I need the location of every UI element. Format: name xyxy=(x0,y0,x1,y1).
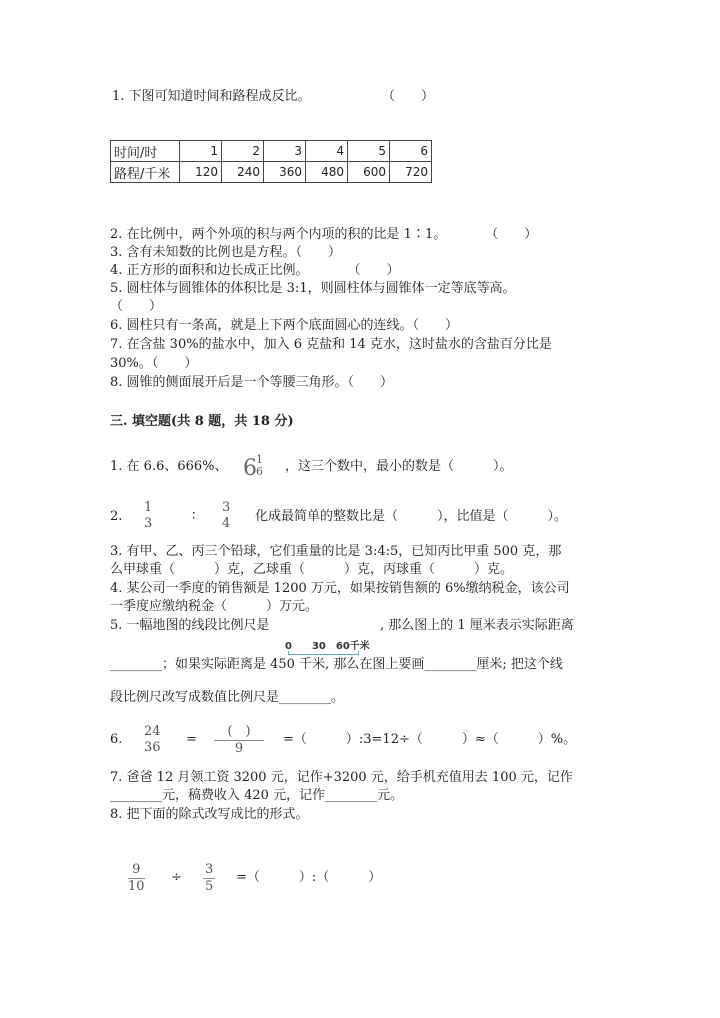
fill-q1-rest: ，这三个数中，最小的数是（ ）。 xyxy=(285,459,513,474)
fill-q4: 4. 某公司一季度的销售额是 1200 万元，如果按销售额的 6%缴纳税金，该公司 xyxy=(110,581,570,596)
numerator: 1 xyxy=(144,500,153,515)
fill-q5-line2: ________；如果实际距离是 450 千米, 那么在图上要画________厘米; 把这个线 xyxy=(110,657,563,672)
denominator: 6 xyxy=(256,465,263,478)
judge-q1: 1. 下图可知道时间和路程成反比。 xyxy=(112,89,311,104)
mixed-number-whole: 6 xyxy=(243,456,257,481)
fill-q5: 5. 一幅地图的线段比例尺是 xyxy=(110,618,270,633)
numerator: 1 xyxy=(256,453,263,466)
judge-q7: 7. 在含盐 30%的盐水中，加入 6 克盐和 14 克水，这时盐水的含盐百分比是 xyxy=(110,337,552,352)
table-cell: 1 xyxy=(180,141,222,162)
fraction xyxy=(142,500,154,532)
equals: = xyxy=(186,732,197,747)
table-cell: 4 xyxy=(306,141,348,162)
divide-sign: ÷ xyxy=(171,870,182,885)
table-cell: 240 xyxy=(222,162,264,183)
judge-q4: 4. 正方形的面积和边长成正比例。 （ ） xyxy=(110,263,400,278)
judge-q5: 5. 圆柱体与圆锥体的体积比是 3:1，则圆柱体与圆锥体一定等底等高。 xyxy=(110,281,516,296)
numerator: ( ) xyxy=(214,724,264,741)
denominator: 10 xyxy=(128,879,145,894)
table-cell: 720 xyxy=(390,162,432,183)
table-cell: 600 xyxy=(348,162,390,183)
fill-q6-rest: =（ ）:3=12÷（ ）≈（ ）%。 xyxy=(283,732,577,747)
judge-q5-answer: （ ） xyxy=(110,299,163,314)
numerator: 24 xyxy=(144,724,161,739)
fill-q2-rest: 化成最简单的整数比是（ ），比值是（ ）。 xyxy=(255,509,568,524)
table-header: 路程/千米 xyxy=(111,162,180,183)
denominator: 9 xyxy=(234,741,244,756)
fill-q7-cont: ________元，稿费收入 420 元，记作________元。 xyxy=(110,788,404,803)
scale-line xyxy=(288,651,359,655)
fill-q4-cont: 一季度应缴纳税金（ ）万元。 xyxy=(110,599,319,614)
fraction xyxy=(142,724,163,756)
section-title: 三. 填空题(共 8 题，共 18 分) xyxy=(110,414,294,429)
fill-q3-cont: 么甲球重（ ）克，乙球重（ ）克，丙球重（ ）克。 xyxy=(110,562,514,577)
numerator: 3 xyxy=(222,500,231,515)
table-cell: 3 xyxy=(264,141,306,162)
denominator: 36 xyxy=(144,740,161,755)
fraction xyxy=(220,500,232,532)
fraction xyxy=(214,724,264,757)
scale-labels: 0 30 60千米 xyxy=(285,641,370,652)
table-cell: 120 xyxy=(180,162,222,183)
table-cell: 2 xyxy=(222,141,264,162)
fraction xyxy=(128,862,145,895)
numerator: 9 xyxy=(128,862,145,879)
judge-q1-answer: （ ） xyxy=(382,89,435,104)
fill-q5-line3: 段比例尺改写成数值比例尺是________。 xyxy=(110,690,345,705)
table-cell: 360 xyxy=(264,162,306,183)
fill-q2: 2. xyxy=(110,509,123,524)
fill-q5-cont: , 那么图上的 1 厘米表示实际距离 xyxy=(380,618,574,633)
mixed-number-fraction xyxy=(256,454,263,478)
fill-q1: 1. 在 6.6、666%、 xyxy=(110,459,228,474)
judge-q3: 3. 含有未知数的比例也是方程。（ ） xyxy=(110,245,342,260)
fill-q8: 8. 把下面的除式改写成比的形式。 xyxy=(110,807,309,822)
table-cell: 6 xyxy=(390,141,432,162)
time-distance-table xyxy=(110,140,432,183)
table-header: 时间/时 xyxy=(111,141,180,162)
table-cell: 5 xyxy=(348,141,390,162)
denominator: 5 xyxy=(205,879,214,894)
fill-q8-answer: =（ ）:（ ） xyxy=(236,870,382,885)
judge-q6: 6. 圆柱只有一条高，就是上下两个底面圆心的连线。（ ） xyxy=(110,318,459,333)
denominator: 3 xyxy=(144,516,153,531)
denominator: 4 xyxy=(222,516,231,531)
judge-q8: 8. 圆锥的侧面展开后是一个等腰三角形。（ ） xyxy=(110,375,394,390)
fill-q6: 6. xyxy=(110,732,123,747)
fill-q7: 7. 爸爸 12 月领工资 3200 元，记作+3200 元，给手机充值用去 100 元，记作 xyxy=(110,770,573,785)
numerator: 3 xyxy=(205,862,214,877)
ratio-colon: ∶ xyxy=(192,509,196,524)
table-cell: 480 xyxy=(306,162,348,183)
judge-q2: 2. 在比例中，两个外项的积与两个内项的积的比是 1∶1。 （ ） xyxy=(110,227,538,242)
judge-q7-cont: 30%。（ ） xyxy=(110,356,198,371)
fill-q3: 3. 有甲、乙、丙三个铅球，它们重量的比是 3:4:5，已知丙比甲重 500 克，那 xyxy=(110,544,562,559)
line-scale-bar xyxy=(285,637,370,652)
fraction xyxy=(203,862,215,895)
